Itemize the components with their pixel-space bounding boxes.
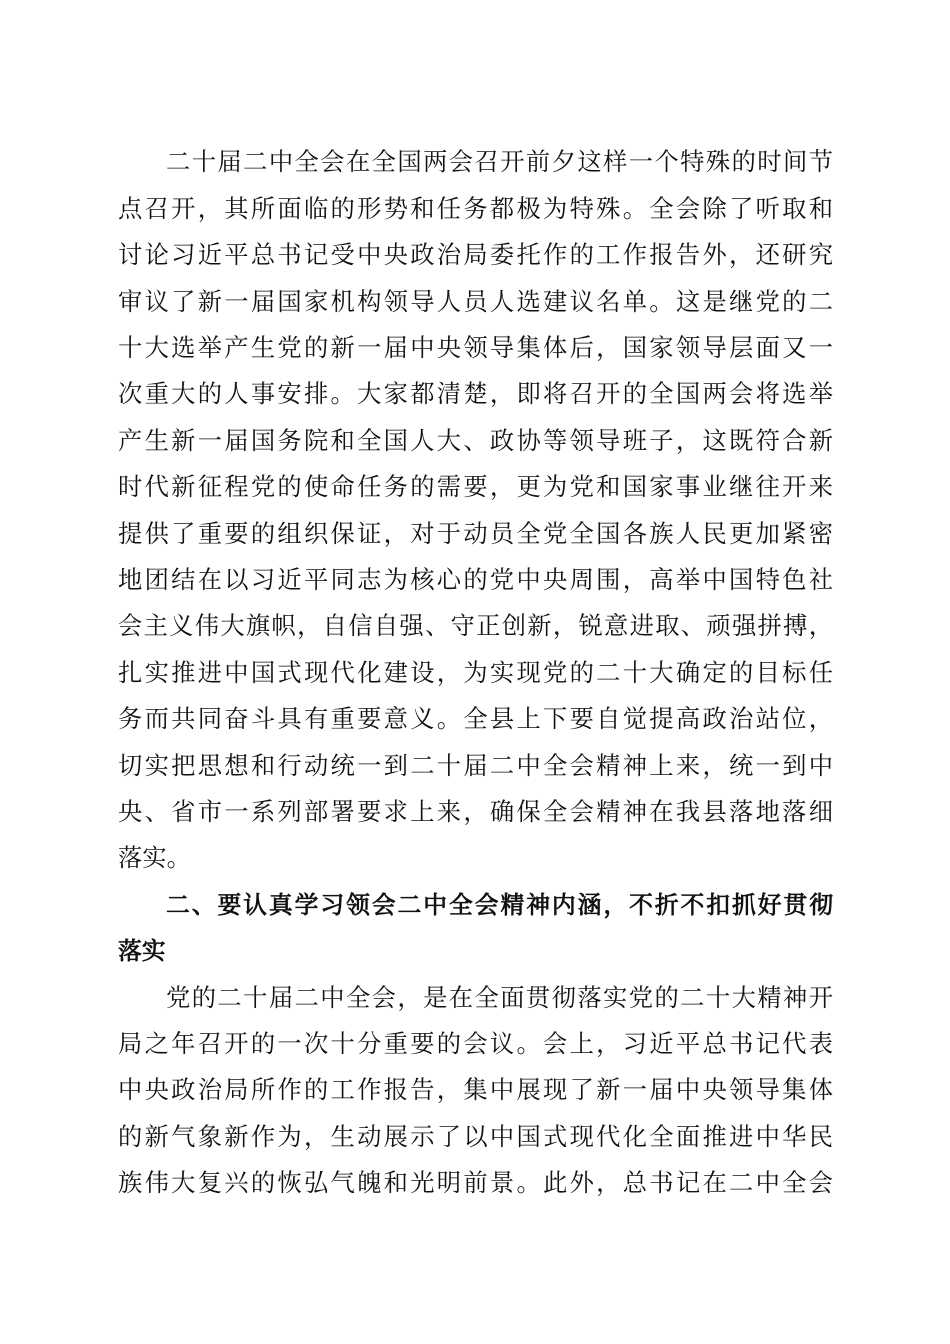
paragraph-1-line-6: 次重大的人事安排。大家都清楚，即将召开的全国两会将选举 bbox=[118, 379, 833, 408]
paragraph-1-line-14: 切实把思想和行动统一到二十届二中全会精神上来，统一到中 bbox=[118, 751, 833, 780]
paragraph-1-line-8: 时代新征程党的使命任务的需要，更为党和国家事业继往开来 bbox=[118, 472, 833, 501]
paragraph-2-line-1: 党的二十届二中全会，是在全面贯彻落实党的二十大精神开 bbox=[166, 983, 833, 1012]
paragraph-1-line-15: 央、省市一系列部署要求上来，确保全会精神在我县落地落细 bbox=[118, 797, 833, 826]
paragraph-2-line-5: 族伟大复兴的恢弘气魄和光明前景。此外，总书记在二中全会 bbox=[118, 1168, 833, 1197]
paragraph-1-line-9: 提供了重要的组织保证，对于动员全党全国各族人民更加紧密 bbox=[118, 519, 833, 548]
paragraph-1-line-1: 二十届二中全会在全国两会召开前夕这样一个特殊的时间节 bbox=[166, 147, 833, 176]
paragraph-1-line-2: 点召开，其所面临的形势和任务都极为特殊。全会除了听取和 bbox=[118, 194, 833, 223]
paragraph-1-line-11: 会主义伟大旗帜，自信自强、守正创新，锐意进取、顽强拼搏， bbox=[118, 611, 833, 640]
paragraph-1-line-5: 十大选举产生党的新一届中央领导集体后，国家领导层面又一 bbox=[118, 333, 833, 362]
paragraph-2-line-3: 中央政治局所作的工作报告，集中展现了新一届中央领导集体 bbox=[118, 1075, 833, 1104]
paragraph-1-line-7: 产生新一届国务院和全国人大、政协等领导班子，这既符合新 bbox=[118, 426, 833, 455]
paragraph-1-line-10: 地团结在以习近平同志为核心的党中央周围，高举中国特色社 bbox=[118, 565, 833, 594]
paragraph-1-line-13: 务而共同奋斗具有重要意义。全县上下要自觉提高政治站位， bbox=[118, 704, 833, 733]
section-heading-2-line-2: 落实 bbox=[118, 937, 166, 965]
paragraph-1-line-12: 扎实推进中国式现代化建设，为实现党的二十大确定的目标任 bbox=[118, 658, 833, 687]
paragraph-1-line-4: 审议了新一届国家机构领导人员人选建议名单。这是继党的二 bbox=[118, 287, 833, 316]
paragraph-1-line-16: 落实。 bbox=[118, 843, 191, 872]
paragraph-2-line-4: 的新气象新作为，生动展示了以中国式现代化全面推进中华民 bbox=[118, 1122, 833, 1151]
paragraph-1-line-3: 讨论习近平总书记受中央政治局委托作的工作报告外，还研究 bbox=[118, 240, 833, 269]
section-heading-2-line-1: 二、要认真学习领会二中全会精神内涵，不折不扣抓好贯彻 bbox=[166, 891, 833, 919]
paragraph-2-line-2: 局之年召开的一次十分重要的会议。会上，习近平总书记代表 bbox=[118, 1029, 833, 1058]
